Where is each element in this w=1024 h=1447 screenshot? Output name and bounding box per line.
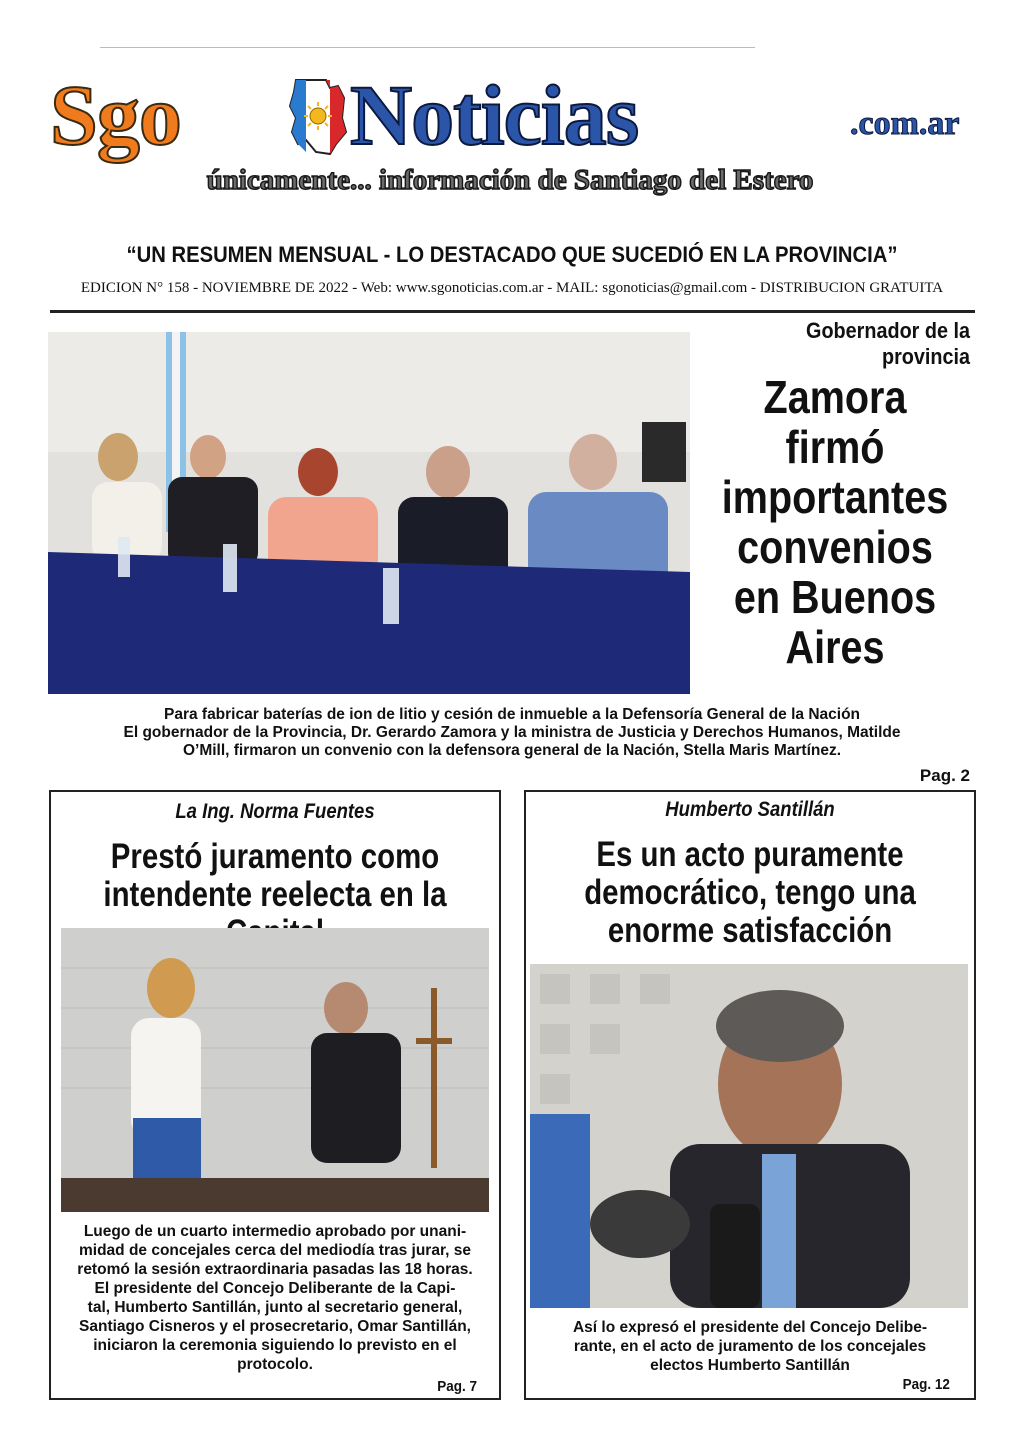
edition-info-line: EDICION N° 158 - NOVIEMBRE DE 2022 - Web: www.sgonoticias.com.ar - MAIL: sgonoticias@gmail.com - DISTRIBUCION GRATUITA [80,280,944,296]
left-headline-line: intendente reelecta en la [103,875,447,914]
lead-photo[interactable] [48,332,690,694]
lead-headline-line: en Buenos [733,571,937,623]
masthead-tagline: únicamente... información de Santiago del Estero [206,164,814,196]
masthead-logo[interactable] [50,67,980,163]
right-story-headline[interactable] [562,836,938,950]
logo-noticias-text: Noticias [350,67,639,163]
story-box-left[interactable] [49,790,501,1400]
lead-photo-illustration [48,332,690,694]
left-body-line: Luego de un cuarto intermedio aprobado por unani- [83,1223,467,1240]
right-headline-line: Es un acto puramente [596,835,904,874]
left-story-kicker: La Ing. Norma Fuentes [175,800,375,823]
story-box-right[interactable] [524,790,976,1400]
right-story-kicker: Humberto Santillán [665,798,835,821]
lead-headline-line: convenios [737,521,933,573]
right-story-body [534,1318,966,1375]
logo-sgo-text: Sgo [50,67,181,163]
left-body-line: El presidente del Concejo Deliberante de la Capi- [94,1280,456,1297]
right-body-line: Así lo expresó el presidente del Concejo Delibe- [572,1319,928,1336]
left-body-line: midad de concejales cerca del mediodía tras jurar, se [79,1242,471,1259]
left-story-page-ref[interactable]: Pag. 7 [437,1378,477,1395]
right-photo-illustration [530,964,968,1308]
lead-headline-line: firmó [785,421,885,473]
left-headline-line: Prestó juramento como [110,837,440,876]
right-story-page-ref[interactable]: Pag. 12 [902,1376,950,1393]
left-photo-illustration [61,928,489,1212]
right-headline-line: enorme satisfacción [607,911,893,950]
lead-page-ref[interactable]: Pag. 2 [919,766,970,785]
left-body-line: retomó la sesión extraordinaria pasadas las 18 horas. [77,1261,473,1278]
left-story-photo[interactable] [61,928,489,1212]
left-body-line: iniciaron la ceremonia siguiendo lo previsto en el [93,1337,457,1354]
right-body-line: rante, en el acto de juramento de los concejales [573,1338,927,1355]
logo-domain-text: .com.ar [850,105,960,142]
lead-headline-line: Aires [785,621,885,673]
lead-summary-line: O’Mill, firmaron un convenio con la defensora general de la Nación, Stella Maris Martínez. [182,742,842,759]
edition-subtitle: “UN RESUMEN MENSUAL - LO DESTACADO QUE SUCEDIÓ EN LA PROVINCIA” [126,242,898,267]
lead-summary [60,706,964,760]
left-body-line: Santiago Cisneros y el prosecretario, Omar Santillán, [79,1318,471,1335]
left-body-line: protocolo. [237,1356,313,1373]
lead-summary-line: El gobernador de la Provincia, Dr. Gerardo Zamora y la ministra de Justicia y Derechos Humanos, Matilde [123,724,901,741]
right-body-line: electos Humberto Santillán [650,1357,850,1374]
lead-headline[interactable] [719,372,951,672]
lead-headline-line: Zamora [763,371,907,423]
header-divider [50,310,975,313]
right-headline-line: democrático, tengo una [584,873,916,912]
lead-kicker: Gobernador de la provincia [806,318,970,369]
lead-headline-line: importantes [721,471,949,523]
left-body-line: tal, Humberto Santillán, junto al secretario general, [87,1299,463,1316]
top-hairline [100,47,755,48]
province-map-icon [286,78,348,156]
lead-summary-line: Para fabricar baterías de ion de litio y cesión de inmueble a la Defensoría General de la Nación [163,706,861,723]
left-story-body [59,1222,491,1374]
right-story-photo[interactable] [530,964,968,1308]
